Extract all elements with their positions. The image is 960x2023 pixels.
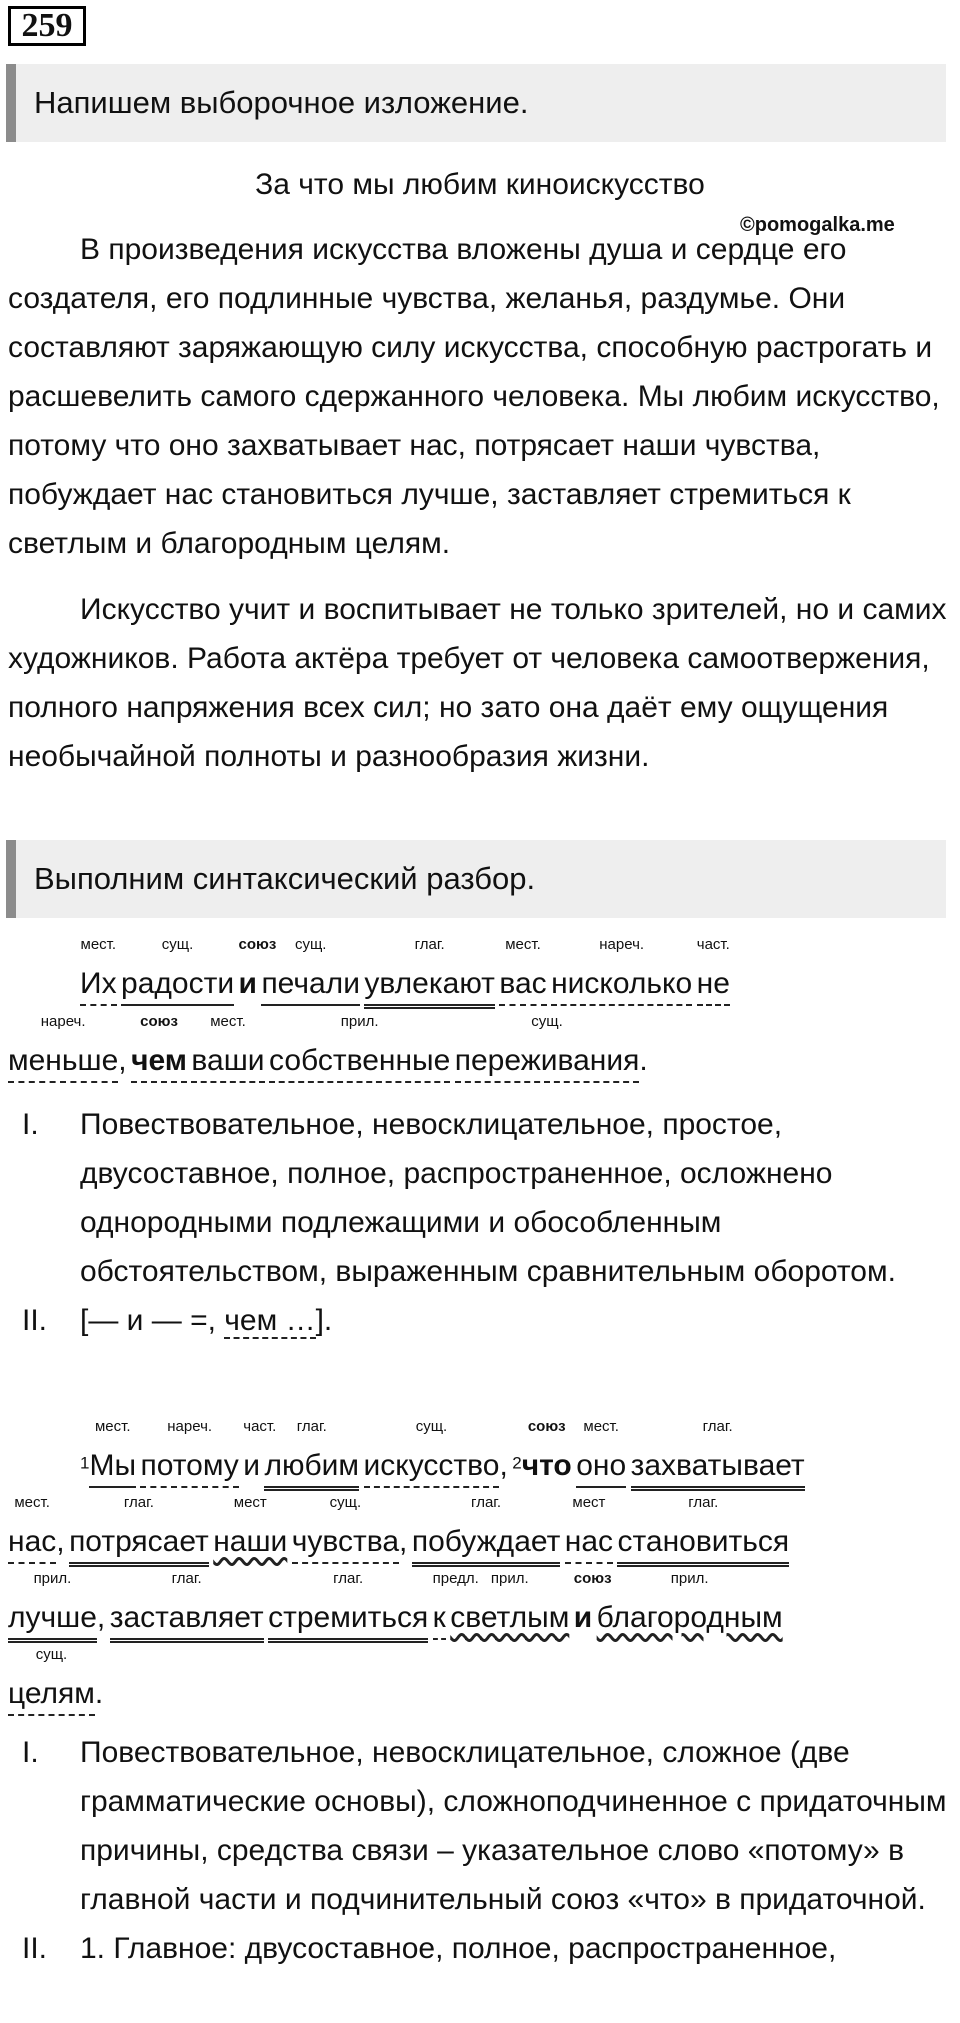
word: мест. ваши	[191, 1041, 264, 1083]
word: част. не	[697, 964, 730, 1006]
comma: ,	[96, 1601, 106, 1634]
word: мест. оно	[576, 1446, 626, 1488]
word: сущ. печали	[261, 964, 360, 1006]
word: глаг. потрясает	[69, 1522, 209, 1567]
word: глаг. захватывает	[631, 1446, 805, 1491]
word: мест. вас	[499, 964, 546, 1006]
word: союз что	[521, 1418, 572, 1482]
word: предл. к	[433, 1598, 446, 1640]
period: .	[639, 1044, 648, 1077]
word: союз и	[573, 1570, 612, 1634]
word: сущ. чувства	[292, 1522, 399, 1564]
sentence2-analysis	[0, 1728, 960, 1973]
word: нареч. потому	[140, 1446, 238, 1488]
comma: ,	[118, 1044, 127, 1077]
word: прил. собственные	[269, 1041, 450, 1083]
word: прил. лучше	[8, 1598, 97, 1643]
sentence2-row4	[8, 1646, 104, 1716]
task-number: 259	[8, 6, 86, 46]
watermark: ©pomogalka.me	[740, 214, 895, 236]
word: прил. светлым	[450, 1570, 570, 1634]
word: нареч. меньше	[8, 1041, 118, 1083]
word: прил. благородным	[596, 1570, 783, 1634]
word: мест. Их	[80, 964, 117, 1006]
sentence2-row2	[8, 1494, 790, 1567]
sentence1-row2	[8, 1013, 648, 1083]
word: мест нас	[565, 1522, 613, 1564]
word: сущ. искусство	[364, 1446, 500, 1488]
section-header-retelling: Напишем выборочное изложение.	[6, 64, 946, 142]
word: глаг. увлекают	[364, 964, 495, 1009]
word: мест наши	[213, 1494, 288, 1558]
word: мест. Мы	[89, 1446, 136, 1488]
word: глаг. стремиться	[268, 1598, 428, 1643]
word: част. и	[243, 1418, 277, 1482]
word: глаг. заставляет	[110, 1598, 264, 1643]
essay-title: За что мы любим киноискусство	[255, 168, 705, 201]
sentence2-row1: $^1$ мест. Мы нареч. потому част. и глаг. любим сущ. искусство, $^2$ союз что мест. оно глаг. захватывает	[8, 1446, 805, 1491]
comma: ,	[56, 1525, 65, 1558]
word: сущ. переживания	[455, 1041, 640, 1083]
analysis-item: I. Повествовательное, невосклицательное, простое, двусоставное, полное, распространенное, осложнено однородными подлежащими и обособленным обстоятельством, выраженным сравнительным оборотом.	[22, 1108, 896, 1288]
analysis-scheme: II. [— и — =, чем …].	[22, 1304, 333, 1337]
period: .	[94, 1677, 104, 1710]
word: сущ. радости	[121, 964, 234, 1006]
comma: ,	[399, 1525, 408, 1558]
word: союз и	[238, 936, 277, 1000]
sentence1-analysis	[0, 1100, 960, 1345]
word: глаг. любим	[264, 1446, 359, 1491]
comma: ,	[499, 1449, 508, 1482]
essay-paragraph-2: Искусство учит и воспитывает не только зрителей, но и самих художников. Работа актёра требует от человека самоотвержения, полного напряжения всех сил; но зато она даёт ему ощущения необычайной полноты и разнообразия жизни.	[8, 593, 947, 773]
word: мест. нас	[8, 1522, 56, 1564]
analysis-item: II. 1. Главное: двусоставное, полное, распространенное,	[22, 1932, 837, 1965]
word: сущ. целям	[8, 1674, 95, 1716]
section-header-syntax: Выполним синтаксический разбор.	[6, 840, 946, 918]
word: глаг. становиться	[617, 1522, 789, 1567]
word: нареч. нисколько	[551, 964, 692, 1006]
sentence1-row1	[8, 936, 730, 1009]
sentence2-row3	[8, 1570, 783, 1643]
word: глаг. побуждает	[412, 1522, 560, 1567]
word: союз чем	[131, 1041, 187, 1083]
essay-paragraph-1: В произведения искусства вложены душа и сердце его создателя, его подлинные чувства, желанья, раздумье. Они составляют заряжающую силу искусства, способную растрогать и расшевелить самого сдержанного человека. Мы любим искусство, потому что оно захватывает нас, потрясает наши чувства, побуждает нас становиться лучше, заставляет стремиться к светлым и благородным целям.	[8, 233, 940, 560]
analysis-item: I. Повествовательное, невосклицательное, сложное (две грамматические основы), сложноподчиненное с придаточным причины, средства связи – указательное слово «потому» в главной части и подчинительный союз «что» в придаточной.	[22, 1736, 947, 1916]
